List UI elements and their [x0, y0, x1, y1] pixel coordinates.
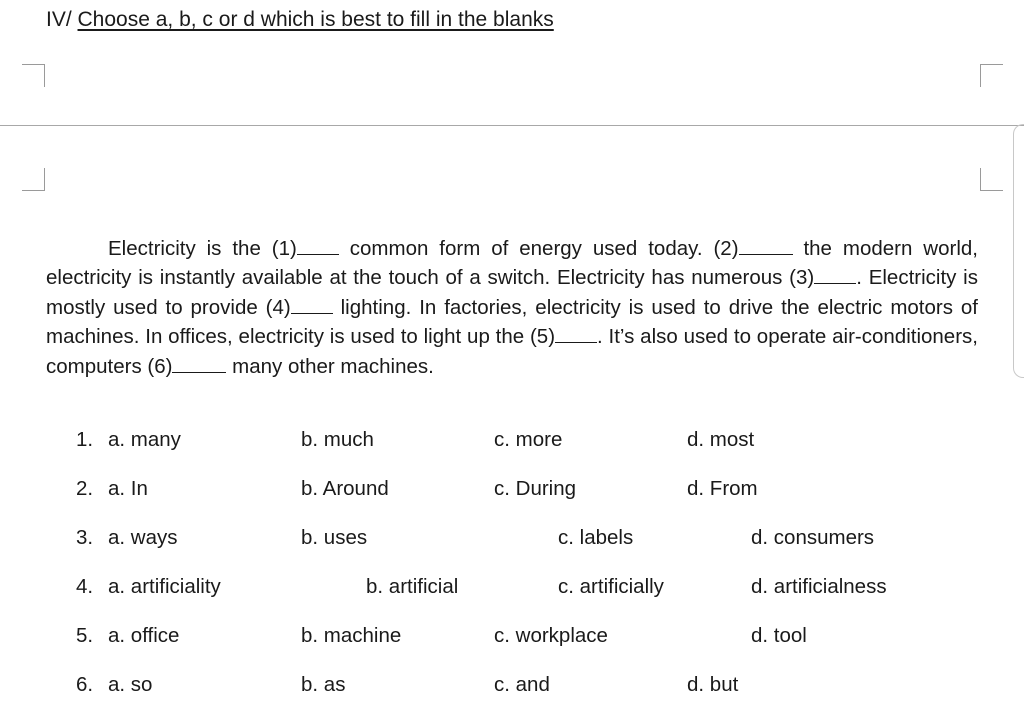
- question-2-option-c: c. During: [494, 477, 577, 500]
- margin-corner-bottom-right: [980, 168, 1003, 191]
- question-4-option-c: c. artificially: [558, 575, 664, 598]
- question-1-option-b: b. much: [301, 428, 374, 451]
- blank-4: [291, 299, 333, 314]
- question-6-option-a: a. so: [108, 673, 153, 696]
- question-4-option-b: b. artificial: [366, 575, 459, 598]
- question-2-option-a: a. In: [108, 477, 148, 500]
- question-5-option-d: d. tool: [751, 624, 807, 647]
- question-6-option-d: d. but: [687, 673, 739, 696]
- heading-prefix: IV/: [46, 8, 78, 31]
- question-4-option-a: a. artificiality: [108, 575, 221, 598]
- question-6-number: 6.: [76, 673, 94, 696]
- question-3-option-c: c. labels: [558, 526, 634, 549]
- margin-corner-top-left: [22, 64, 45, 87]
- passage-text: Electricity is the (1): [108, 237, 297, 260]
- passage-text: lighting. In factories, electricity is used to drive the electric motors of machines. In offices, electricity is used to light up the (5): [46, 295, 978, 349]
- blank-5: [555, 328, 597, 343]
- passage-text: . It’s also used to operate air-conditioners, computers (6): [46, 325, 978, 378]
- question-3-option-a: a. ways: [108, 526, 178, 549]
- question-5-number: 5.: [76, 624, 94, 647]
- question-5-option-b: b. machine: [301, 624, 402, 647]
- passage-text: . Electricity is mostly used to provide (4): [46, 266, 978, 319]
- passage-text: many other machines.: [226, 354, 434, 378]
- question-1-number: 1.: [76, 428, 94, 451]
- question-1-option-d: d. most: [687, 428, 755, 451]
- question-6-option-c: c. and: [494, 673, 550, 696]
- question-5-option-a: a. office: [108, 624, 180, 647]
- question-2-option-d: d. From: [687, 477, 758, 500]
- blank-2: [739, 240, 793, 255]
- exercise-heading: [46, 6, 554, 34]
- blank-3: [814, 269, 856, 284]
- question-2-option-b: b. Around: [301, 477, 389, 500]
- question-4-option-d: d. artificialness: [751, 575, 887, 598]
- blank-1: [297, 240, 339, 255]
- page-edge: [1013, 124, 1024, 378]
- passage-text: common form of energy used today. (2): [338, 237, 739, 260]
- question-3-option-d: d. consumers: [751, 526, 875, 549]
- margin-corner-top-right: [980, 64, 1003, 87]
- reading-passage: [46, 234, 978, 381]
- question-4-number: 4.: [76, 575, 94, 598]
- heading-title: Choose a, b, c or d which is best to fill in the blanks: [77, 8, 554, 31]
- passage-text: the modern world, electricity is instantly available at the touch of a switch. Electricity has numerous (3): [46, 237, 978, 290]
- question-1-option-a: a. many: [108, 428, 181, 451]
- margin-corner-bottom-left: [22, 168, 45, 191]
- question-3-number: 3.: [76, 526, 94, 549]
- page-break-line: [0, 125, 1024, 126]
- question-1-option-c: c. more: [494, 428, 563, 451]
- question-3-option-b: b. uses: [301, 526, 368, 549]
- question-2-number: 2.: [76, 477, 94, 500]
- question-5-option-c: c. workplace: [494, 624, 608, 647]
- question-6-option-b: b. as: [301, 673, 346, 696]
- blank-6: [172, 358, 226, 373]
